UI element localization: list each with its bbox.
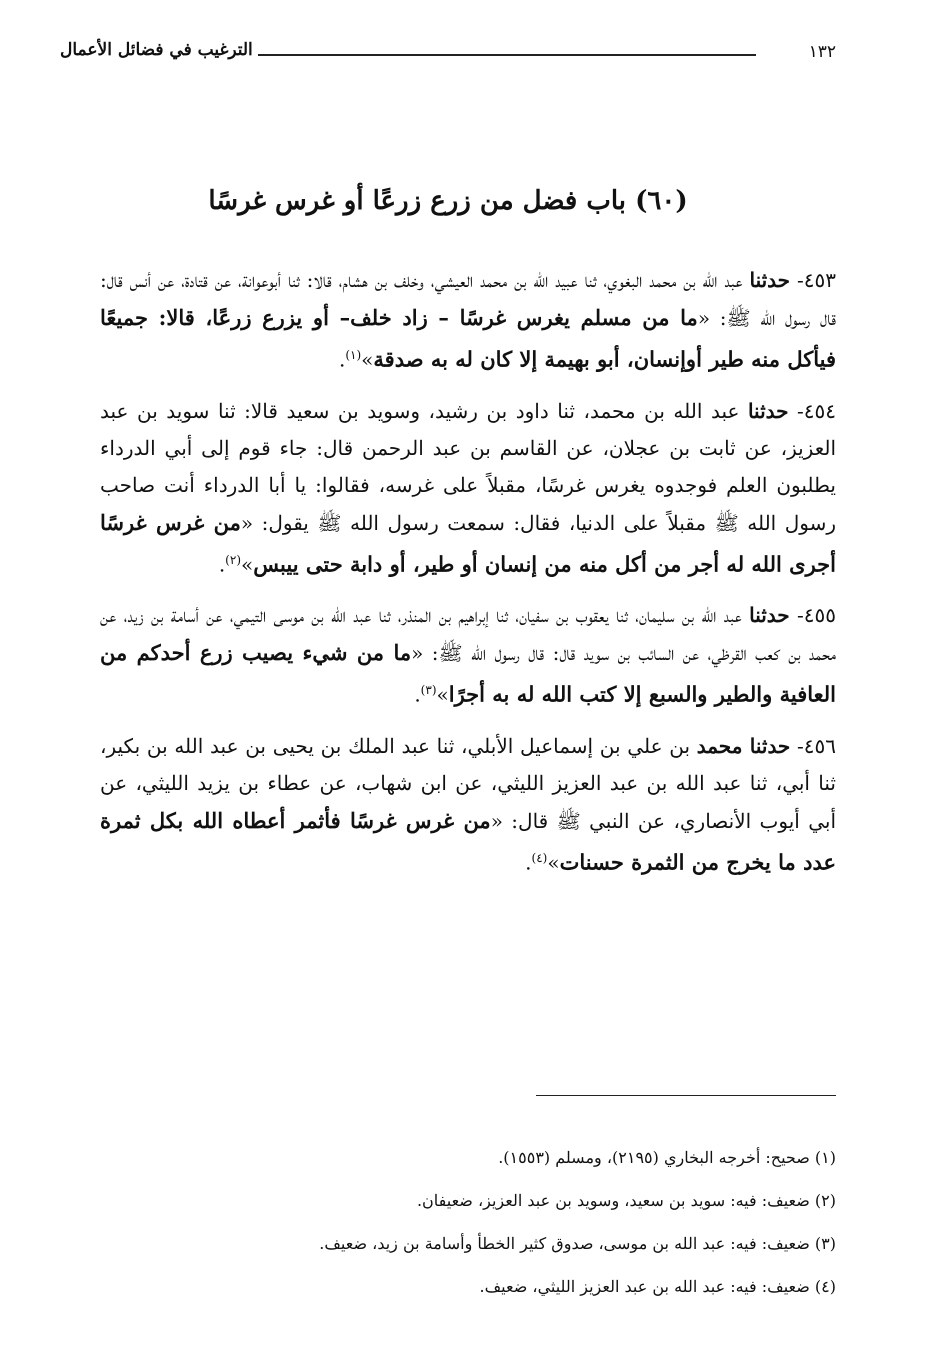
footnote-separator bbox=[536, 1095, 836, 1096]
hadith-isnad: بن علي بن إسماعيل الأبلي، ثنا عبد الملك بن يحيى بن عبد الله بن بكير، ثنا أبي، ثنا عبد الله بن عبد العزيز الليثي، عن ابن شهاب، عن عطاء بن يزيد الليثي، عن أبي أيوب الأنصاري، عن النبي ﷺ قال: « bbox=[100, 733, 837, 833]
main-text bbox=[100, 262, 836, 896]
header-rule bbox=[258, 54, 756, 56]
hadith-quote-end: » bbox=[241, 552, 254, 577]
page-header bbox=[60, 40, 836, 72]
footnote-ref: (١) bbox=[345, 348, 362, 362]
hadith-number: ٤٥٤- bbox=[797, 398, 837, 423]
hadith-paragraph: ٤٥٦- حدثنا محمد بن علي بن إسماعيل الأبلي، ثنا عبد الملك بن يحيى بن عبد الله بن بكير، ثنا أبي، ثنا عبد الله بن عبد العزيز الليثي، عن ابن شهاب، عن عطاء بن يزيد الليثي، عن أبي أيوب الأنصاري، عن النبي ﷺ قال: «من غرس غرسًا فأثمر أعطاه الله بكل ثمرة عدد ما يخرج من الثمرة حسنات»$^{(٤)}$. bbox=[100, 733, 837, 875]
hadith-paragraph: ٤٥٣- حدثنا عبد الله بن محمد البغوي، ثنا عبيد الله بن محمد العيشي، وخلف بن هشام، قالا: ثنا أبوعوانة، عن قتادة، عن أنس قال: قال رسول الله ﷺ: «ما من مسلم يغرس غرسًا – زاد خلف– أو يزرع زرعًا، قالا: جميعًا فيأكل منه طير أوإنسان، أبو بهيمة إلا كان له به صدقة»$^{(١)}$. bbox=[100, 268, 837, 372]
footnote-ref: (٣) bbox=[420, 683, 437, 698]
footnote: (٣) ضعيف: فيه: عبد الله بن موسى، صدوق كثير الخطأ وأسامة بن زيد، ضعيف. bbox=[319, 1234, 836, 1253]
footnote: (١) صحيح: أخرجه البخاري (٢١٩٥)، ومسلم (١٥٥٣). bbox=[498, 1148, 836, 1167]
hadith-lead: حدثنا bbox=[747, 398, 789, 423]
page-number: ١٣٢ bbox=[808, 42, 836, 62]
hadith-quote-end: » bbox=[436, 682, 449, 707]
running-title: الترغيب في فضائل الأعمال bbox=[60, 40, 253, 60]
hadith-paragraph: ٤٥٤- حدثنا عبد الله بن محمد، ثنا داود بن رشيد، وسويد بن سعيد قالا: ثنا سويد بن عبد العزيز، عن ثابت بن عجلان، عن القاسم بن عبد الرحمن قال: جاء قوم إلى أبي الدرداء يطلبون العلم فوجدوه يغرس غرسًا، مقبلاً على غرسه، فقالوا: يا أبا الدرداء أنت صاحب رسول الله ﷺ مقبلاً على الدنيا، فقال: سمعت رسول الله ﷺ يقول: «من غرس غرسًا أجرى الله له أجر من أكل منه من إنسان أو طير، أو دابة حتى ييبس»$^{(٢)}$. bbox=[100, 398, 837, 577]
footnote: (٤) ضعيف: فيه: عبد الله بن عبد العزيز الليثي، ضعيف. bbox=[479, 1277, 836, 1296]
hadith-isnad: عبد الله بن محمد البغوي، ثنا عبيد الله بن محمد العيشي، وخلف بن هشام، قالا: ثنا أبوعوانة، عن قتادة، عن أنس قال: قال رسول الله ﷺ: « bbox=[100, 268, 836, 330]
footnote-ref: (٤) bbox=[531, 850, 548, 865]
hadith-number: ٤٥٦- bbox=[797, 733, 837, 758]
hadith-number: ٤٥٣- bbox=[797, 268, 837, 292]
hadith-lead: حدثنا bbox=[749, 603, 790, 628]
chapter-title: (٦٠) باب فضل من زرع زرعًا أو غرس غرسًا bbox=[208, 186, 688, 216]
hadith-matn: من غرس غرسًا أجرى الله له أجر من أكل منه من إنسان أو طير، أو دابة حتى ييبس bbox=[100, 509, 836, 577]
hadith-matn: ما من شيء يصيب زرع أحدكم من العافية والطير والسبع إلا كتب الله له به أجرًا bbox=[100, 640, 836, 707]
hadith-lead: حدثنا محمد bbox=[696, 733, 791, 758]
footnote: (٢) ضعيف: فيه: سويد بن سعيد، وسويد بن عبد العزيز، ضعيفان. bbox=[416, 1191, 836, 1210]
hadith-quote-end: » bbox=[361, 347, 374, 372]
footnotes bbox=[100, 1147, 836, 1319]
hadith-matn: من غرس غرسًا فأثمر أعطاه الله بكل ثمرة عدد ما يخرج من الثمرة حسنات bbox=[100, 807, 836, 875]
hadith-lead: حدثنا bbox=[749, 268, 791, 292]
hadith-quote-end: » bbox=[547, 850, 560, 875]
hadith-isnad: عبد الله بن سليمان، ثنا يعقوب بن سفيان، ثنا إبراهيم بن المنذر، ثنا عبد الله بن موسى التيمي، عن أسامة بن زيد، عن محمد بن كعب القرظي، عن السائب بن سويد قال: قال رسول الله ﷺ: « bbox=[100, 603, 837, 666]
hadith-matn: ما من مسلم يغرس غرسًا – زاد خلف– أو يزرع زرعًا، قالا: جميعًا فيأكل منه طير أوإنسان، أبو بهيمة إلا كان له به صدقة bbox=[100, 305, 836, 372]
hadith-number: ٤٥٥- bbox=[797, 603, 837, 628]
hadith-isnad: عبد الله بن محمد، ثنا داود بن رشيد، وسويد بن سعيد قالا: ثنا سويد بن عبد العزيز، عن ثابت بن عجلان، عن القاسم بن عبد الرحمن قال: جاء قوم إلى أبي الدرداء يطلبون العلم فوجدوه يغرس غرسًا، مقبلاً على غرسه، فقالوا: يا أبا الدرداء أنت صاحب رسول الله ﷺ مقبلاً على الدنيا، فقال: سمعت رسول الله ﷺ يقول: « bbox=[100, 398, 837, 535]
footnote-ref: (٢) bbox=[225, 552, 241, 567]
hadith-paragraph: ٤٥٥- حدثنا عبد الله بن سليمان، ثنا يعقوب بن سفيان، ثنا إبراهيم بن المنذر، ثنا عبد الله بن موسى التيمي، عن أسامة بن زيد، عن محمد بن كعب القرظي، عن السائب بن سويد قال: قال رسول الله ﷺ: «ما من شيء يصيب زرع أحدكم من العافية والطير والسبع إلا كتب الله له به أجرًا»$^{(٣)}$. bbox=[100, 603, 837, 707]
